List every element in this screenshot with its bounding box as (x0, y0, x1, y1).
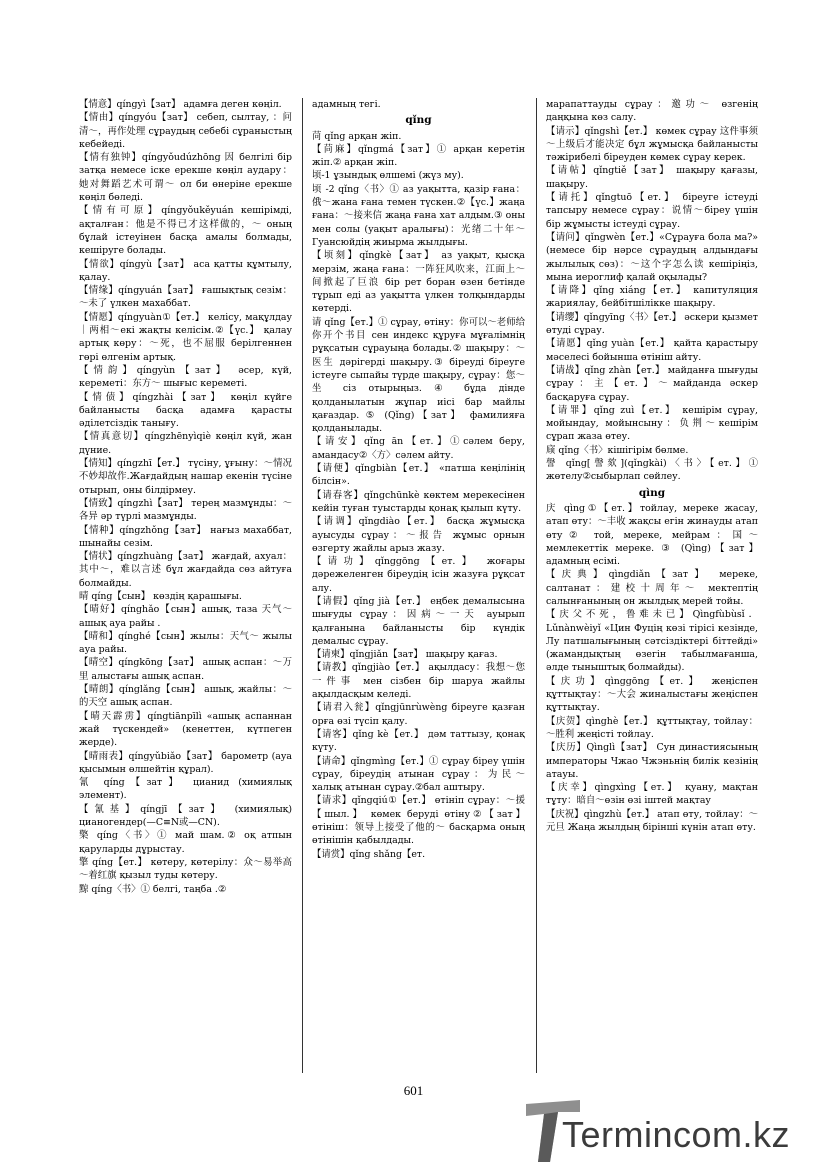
dictionary-entry: 【晴空】qíngkōng【зат】 ашық аспан：～万里 алыстағы ашық аспан. (79, 657, 292, 682)
dictionary-entry: 【请愿】qǐng yuàn【ет.】 қайта қарастыру мәселесі бойынша өтініш айту. (546, 338, 758, 363)
dictionary-entry: 【情债】qíngzhài【зат】 көңіл күйге байланысты басқа адамға қарасты әділетсіздік танығу. (79, 391, 292, 430)
dictionary-entry: 【情缘】qíngyuán【зат】 ғашықтық сезім：～未了 үлкен махаббат. (79, 285, 292, 310)
dictionary-entry: 【情有可原】qíngyǒukěyuán кешірімді, ақталған：他是不得已才这样做的，～ оның бұлай істеуінен басқа амалы болмады, кешіруге болады. (79, 205, 292, 257)
dictionary-entry: 擎 qíng【ет.】 көтеру, көтерілу：众～易举高～着红旗 қызыл туды көтеру. (79, 856, 292, 882)
dictionary-entry: 【情有独钟】qíngyǒudúzhōng 因 белгілі бір затқа немесе іске ерекше көңіл аудару：她对舞蹈艺术可谓～ ол би өнеріне ерекше көңіл бөледі. (79, 152, 292, 204)
dictionary-entry: 庼 qǐng〈书〉кішігірім бөлме. (546, 444, 689, 456)
dictionary-entry: 【晴好】qínghǎo【сын】ашық, таза 天气～ашық ауа райы . (79, 604, 292, 629)
dictionary-entry: 【情由】qíngyóu【зат】 себеп, сылтау, ：问清～，再作处理 сұраудың себебі сұраныстың кебейеді. (79, 112, 292, 150)
dictionary-entry: 【庆典】qìngdiǎn【зат】 мереке, салтанат：建校十周年～ мектептің салынғанының он жылдық мерей тойы. (546, 569, 758, 607)
dictionary-entry: 【情真意切】qíngzhēnyìqiè көңіл күй, жан дүние. (79, 431, 292, 456)
dictionary-column-3 (546, 98, 758, 1073)
dictionary-entry: 【请君入瓮】qǐngjūnrùwèng біреуге қазған орға өзі түсіп қалу. (312, 702, 525, 727)
dictionary-entry: 檠 qíng〈书〉① май шам.② оқ атпын қаруларды дұрыстау. (79, 830, 292, 855)
dictionary-entry: 【苘麻】qǐngmá【зат】① арқан керетін жіп.② арқан жіп. (312, 143, 525, 169)
dictionary-column-2 (312, 98, 525, 1073)
dictionary-column-1 (79, 98, 292, 1073)
dictionary-entry: 庆 qìng①【ет.】тойлау, мереке жасау, атап өту：～丰收 жақсы егін жинауды атап өту② той, мереке, мейрам：国～ мемлекеттік мереке. ③ (Qìng)【зат】 адамның есімі. (546, 502, 758, 568)
dictionary-entry: 【情愿】qíngyuàn①【ет.】 келісу, мақұлдау ｜两相～екі жақты келісім.②【үс.】 қалау артық көру：～死，也不屈服 берілгеннен гөрі өлгенім артық. (79, 311, 292, 363)
dictionary-entry: 【晴朗】qínglǎng【сын】 ашық, жайлы：～的天空 ашық аспан. (79, 684, 292, 709)
dictionary-entry: 【庆父不死，鲁难未已】Qìngfùbùsǐ．Lǔnànwèiyǐ «Цин Фуцің көзі тірісі кезінде, Лу патшалығының сәтсіздіктері біттейді» (жамандықтың өзегін табылмағанша, әлде тыныштық болмайды). (546, 609, 758, 674)
dictionary-entry: 顷-1 ұзындық өлшемі (жүз му). (312, 170, 464, 182)
dictionary-entry: 【情欲】qíngyù【зат】 аса қатты құмтылу, қалау. (79, 258, 292, 283)
section-heading: qìng (638, 486, 666, 499)
dictionary-entry: 【庆功】qìnggōng【ет.】 жеңіспен құттықтау：～大会 жиналыстағы жеңіспен құттықтау. (546, 675, 758, 714)
column-divider (302, 98, 303, 1073)
dictionary-entry: 【请调】qǐngdiào【ет.】 басқа жұмысқа ауысуды сұрау：～报告 жұмыс орнын өзгерту жайлы арыз жазу. (312, 516, 525, 554)
dictionary-entry: 【情知】qíngzhī【ет.】 түсіну, ұғыну：～情况不妙却故作.Жағдайдың нашар екенін түсіне отырып, оны білдірмеу. (79, 458, 292, 496)
entry-continuation: адамның тегі. (312, 99, 381, 110)
dictionary-entry: 【请客】qǐng kè【ет.】 дәм таттызу, қонақ күту. (312, 728, 525, 754)
dictionary-entry: 【庆历】Qìnglì【зат】 Сун династиясының императоры Чжао Чжэньнің билік кезінің атауы. (546, 742, 758, 780)
dictionary-entry: 【请教】qǐngjiào【ет.】 ақылдасу：我想～您一件事 мен сізбен бір шаруа жайлы ақылдасқым келеді. (312, 662, 525, 701)
dictionary-entry: 【庆幸】qìngxìng【ет.】 қуану, мақтан тұту：暗自～өзін өзі іштей мақтау (546, 782, 758, 807)
dictionary-entry: 【请便】qǐngbiàn【ет.】 «патша кеңілінің білсін». (312, 463, 525, 488)
dictionary-entry: 【晴天霹雳】qíngtiānpīlì «ашық аспаннан жай түскендей» (кенеттен, күтпеген жерде). (79, 710, 292, 749)
dictionary-entry: марапаттауды сұрау：邀功～ өзгенің даңқына көз салу. (546, 99, 758, 124)
dictionary-entry: 【请命】qǐngmìng【ет.】① сұрау біреу үшін сұрау, біреудің атынан сұрау：为民～ халық атынан сұрау.②бал аштыру. (312, 755, 525, 794)
dictionary-entry: 【请示】qǐngshì【ет.】 көмек сұрау 这件事须～上级后才能决定 бұл жұмысқа байланысты тәжірибелі біреуден көмек сұрау керек. (546, 125, 758, 164)
dictionary-entry: 謦 qǐng[謦欬](qǐngkài)〈书〉【ет.】① жөтелу②сыбырлап сөйлеу. (546, 458, 758, 483)
dictionary-entry: 【请柬】qǐngjiǎn【зат】 шақыру қағаз. (312, 649, 498, 661)
dictionary-entry: 【情韵】qíngyùn【зат】 әсер, күй, кереметі：东方～ шығыс кереметі. (79, 364, 292, 390)
dictionary-entry: 【情意】qíngyì【зат】 адамға деген көңіл. (79, 99, 282, 110)
dictionary-entry: 【请罪】qǐng zuì【ет.】 кешірім сұрау, мойындау, мойынсыну：负荆～кешірім сұрап жаза өтеу. (546, 404, 758, 443)
dictionary-entry: 【请帖】qǐngtiě【зат】 шақыру қағазы, шақыру. (546, 165, 758, 190)
dictionary-entry: 【庆贺】qìnghè【ет.】 құттықтау, тойлау：～胜利 жеңісті тойлау. (546, 715, 758, 740)
dictionary-entry: 【晴雨表】qíngyǔbiǎo【зат】 барометр (ауа қысымын өлшейтін құрал). (79, 750, 292, 775)
dictionary-entry: 【请功】qǐnggōng【ет.】 жоғары дәрежеленген біреудің ісін жазуға рұқсат алу. (312, 556, 525, 594)
dictionary-entry: 晴 qíng【сын】 көздің қарашығы. (79, 590, 242, 602)
dictionary-entry: 苘 qǐng арқан жіп. (312, 130, 402, 142)
column-divider (536, 98, 537, 1073)
dictionary-entry: 【请降】qǐng xiáng【ет.】 капитуляция жариялау, бейбітшілікке шақыру. (546, 285, 758, 310)
dictionary-entry: 【庆祝】qìngzhù【ет.】 атап өту, тойлау：～元旦 Жаңа жылдың бірінші күнін атап өту. (546, 808, 758, 834)
dictionary-entry: 氰 qíng【зат】 цианид (химиялық элемент). (79, 777, 292, 802)
dictionary-entry: 黥 qíng〈书〉① белгі, таңба .② (79, 883, 227, 895)
dictionary-entry: 【请春客】qǐngchūnkè көктем мерекесінен кейін туған туыстарды қонақ қылып күту. (312, 489, 525, 514)
logo-text: Termincom.kz (562, 1114, 791, 1155)
dictionary-entry: 【请托】qǐngtuō【ет.】 біреуге істеуді тапсыру немесе сұрау：说情～біреу үшін бір жұмысты істеуді сұрау. (546, 192, 758, 230)
dictionary-entry: 【请赏】qǐng shǎng【ет. (312, 848, 426, 860)
dictionary-entry: 【请假】qǐng jià【ет.】 еңбек демалысына шығуды сұрау：因病～一天 ауырып қалғанына байланысты бір күндік демалыс сұрау. (312, 595, 525, 647)
dictionary-entry: 【请问】qǐngwèn【ет.】«Сұрауға бола ма?» (немесе бір нәрсе сұраудың алдындағы жылылық сөз)：～这个字怎么读 кешіріңіз, мына иероглиф қалай оқылады? (546, 231, 758, 283)
dictionary-entry: 【情状】qíngzhuàng【зат】 жағдай, ахуал：其中～，难以言述 бұл жағдайда сөз айтуға болмайды. (79, 551, 292, 589)
dictionary-entry: 顷 -2 qǐng〈书〉① аз уақытта, қазір ғана：俄～жана ғана темен түскен.②【үс.】жаңа ғана：～接来信 жаңа ғана хат алдым.③ оны мен солы (уақыт аралығы)：光绪二十年～ Гуансюйдің жиырма жылдығы. (312, 183, 525, 248)
dictionary-entry: 请 qǐng【ет.】① сұрау, өтіну：你可以～老师给你开个书目 сен индекс құруға мұғалімнің рұқсатын сұрауыңа болады.② шақыру：～医生 дәрігерді шақыру.③ біреуді біреуге істеуге сыпайы түрде шақыру, сұрау：您～坐 сіз отырыңыз. ④ бұда дінде қолданылатын жұпар иісі бар майлы қағаздар. ⑤ (Qǐng)【зат】 фамилияға қолданылады. (312, 316, 525, 435)
termincom-logo (522, 1098, 822, 1166)
section-heading: qǐng (405, 114, 432, 127)
dictionary-entry: 【请缨】qǐngyīng〈书〉【ет.】 әскери қызмет өтуді сұрау. (546, 311, 758, 337)
dictionary-entry: 【顷刻】qǐngkè【зат】 аз уақыт, қысқа мерзім, жаңа ғана：一阵狂风吹来，江面上～间掀起了巨浪 бір рет боран өзен бетінде тұрып еді аз уақытта үлкен толқындарды көтерді. (312, 250, 525, 315)
page-number: 601 (403, 1083, 424, 1098)
dictionary-entry: 【请求】qǐngqiú①【ет.】 өтініп сұрау：～援【шыл.】 көмек беруді өтіну②【зат】өтініш：领导上接受了他的～ басқарма оның өтінішін қабылдады. (312, 795, 525, 847)
dictionary-entry: 【请战】qǐng zhàn【ет.】 майданға шығуды сұрау：主【ет.】～майданда әскер басқаруға сұрау. (546, 364, 758, 403)
dictionary-entry: 【情种】qíngzhǒng【зат】 нағыз махаббат, шынайы сезім. (79, 524, 292, 549)
dictionary-entry: 【氰基】qíngjī【зат】 (химиялық) цианогендер(—C≡N或—CN). (79, 803, 292, 829)
dictionary-entry: 【晴和】qínghé【сын】жылы：天气～ жылы ауа райы. (79, 630, 292, 656)
dictionary-entry: 【情致】qíngzhì【зат】 терең мазмұнды：～各异 әр түрлі мазмұнды. (79, 497, 292, 523)
dictionary-entry: 【请安】qǐng ān【ет.】①сәлем беру, амандасу②〈方〉сәлем айту. (312, 436, 525, 461)
